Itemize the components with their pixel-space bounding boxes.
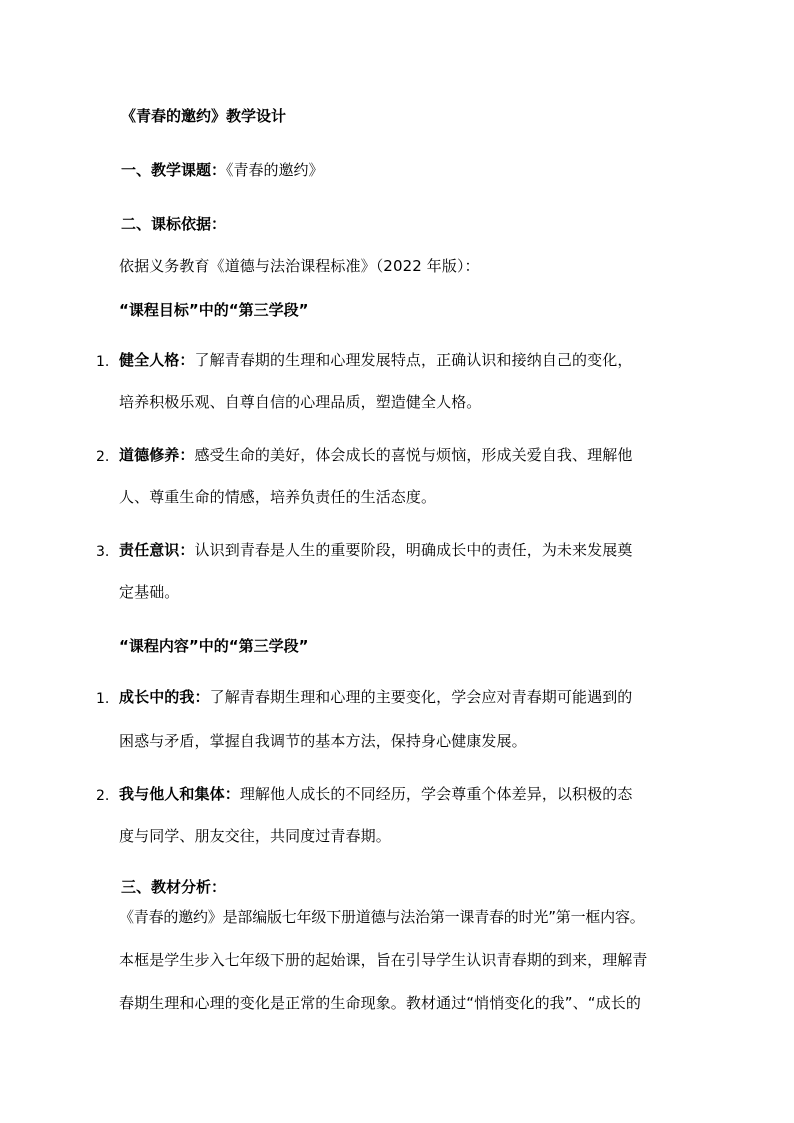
goal-2-line2: 人、尊重生命的情感，培养负责任的生活态度。 bbox=[119, 488, 437, 506]
content-2-text: 理解他人成长的不同经历，学会尊重个体差异，以积极的态 bbox=[239, 785, 633, 803]
content-2-line1 bbox=[119, 784, 632, 804]
section3-line-3: 春期生理和心理的变化是正常的生命现象。教材通过“悄悄变化的我”、“成长的 bbox=[119, 994, 641, 1012]
section1-value: 《青春的邀约》 bbox=[226, 161, 324, 179]
goals-heading: “课程目标”中的“第三学段” bbox=[119, 301, 309, 319]
section3-heading: 三、教材分析： bbox=[121, 878, 227, 896]
goal-3-line2: 定基础。 bbox=[119, 583, 180, 601]
content-2-label: 我与他人和集体： bbox=[119, 785, 240, 803]
goal-2-line1 bbox=[119, 445, 632, 465]
goal-1-label: 健全人格： bbox=[119, 351, 195, 369]
content-1-text: 了解青春期生理和心理的主要变化，学会应对青春期可能遇到的 bbox=[209, 688, 633, 706]
content-1-label: 成长中的我： bbox=[119, 688, 210, 706]
content-1-line2: 困惑与矛盾，掌握自我调节的基本方法，保持身心健康发展。 bbox=[119, 732, 527, 750]
section1-heading bbox=[121, 160, 324, 180]
section3-line-1: 《青春的邀约》是部编版七年级下册道德与法治第一课青春的时光”第一框内容。 bbox=[119, 908, 645, 926]
section2-intro: 依据义务教育《道德与法治课程标准》（2022 年版）： bbox=[119, 257, 480, 275]
content-1-line1 bbox=[119, 687, 632, 707]
goal-1-text: 了解青春期的生理和心理发展特点，正确认识和接纳自己的变化， bbox=[194, 351, 633, 369]
goal-3-label: 责任意识： bbox=[119, 541, 195, 559]
content-2-number: 2. bbox=[96, 788, 110, 804]
section2-heading: 二、课标依据： bbox=[121, 215, 227, 233]
goal-3-line1 bbox=[119, 540, 632, 560]
goal-2-label: 道德修养： bbox=[119, 446, 195, 464]
content-1-number: 1. bbox=[96, 691, 110, 707]
goal-1-line1 bbox=[119, 350, 632, 370]
document-title: 《青春的邀约》教学设计 bbox=[121, 107, 287, 125]
goal-1-line2: 培养积极乐观、自尊自信的心理品质，塑造健全人格。 bbox=[119, 393, 482, 411]
goal-3-number: 3. bbox=[96, 544, 110, 560]
goal-1-number: 1. bbox=[96, 354, 110, 370]
goal-2-text: 感受生命的美好，体会成长的喜悦与烦恼，形成关爱自我、理解他 bbox=[194, 446, 633, 464]
section1-label: 一、教学课题： bbox=[121, 161, 227, 179]
goal-2-number: 2. bbox=[96, 449, 110, 465]
section3-line-2: 本框是学生步入七年级下册的起始课，旨在引导学生认识青春期的到来，理解青 bbox=[119, 951, 648, 969]
content-heading: “课程内容”中的“第三学段” bbox=[119, 637, 309, 655]
content-2-line2: 度与同学、朋友交往，共同度过青春期。 bbox=[119, 827, 391, 845]
goal-3-text: 认识到青春是人生的重要阶段，明确成长中的责任，为未来发展奠 bbox=[194, 541, 633, 559]
